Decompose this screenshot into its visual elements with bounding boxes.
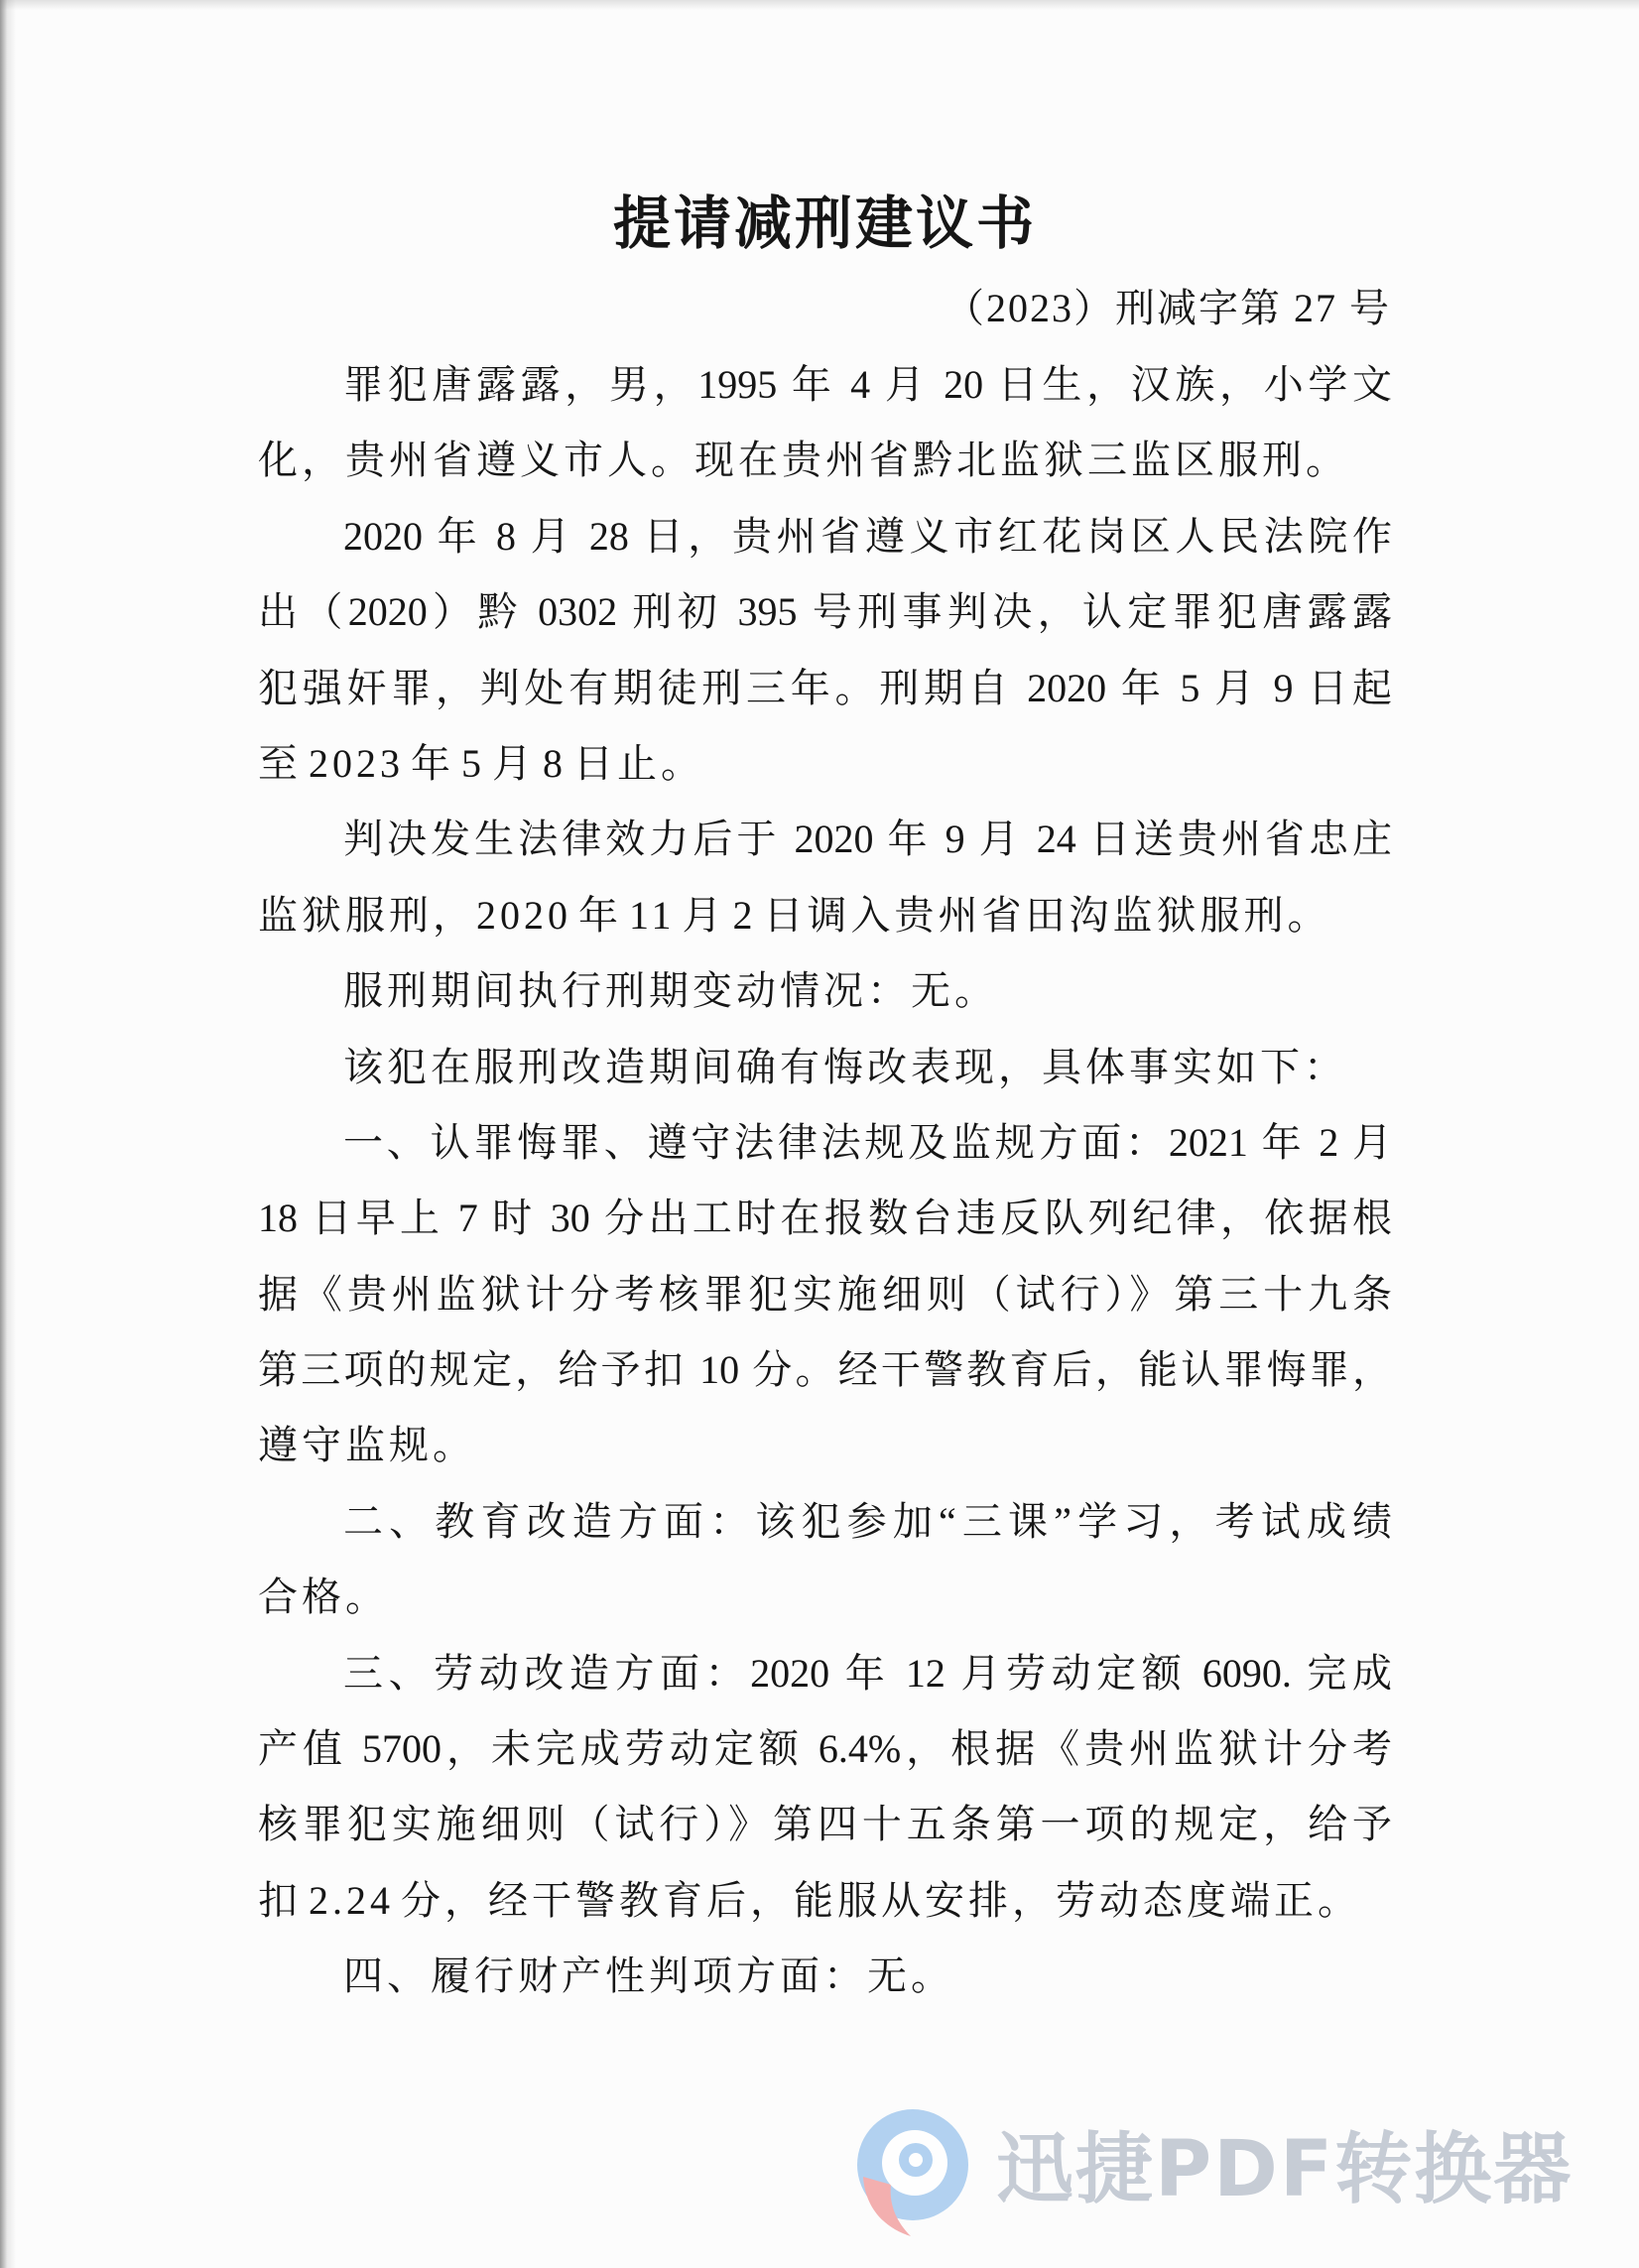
paragraph-line: 罪犯唐露露，男，1995 年 4 月 20 日生，汉族，小学文 bbox=[343, 362, 1392, 407]
paragraph-line: 二、教育改造方面：该犯参加“三课”学习，考试成绩 bbox=[343, 1498, 1392, 1544]
paragraph-line: 判决发生法律效力后于 2020 年 9 月 24 日送贵州省忠庄 bbox=[343, 817, 1392, 862]
watermark-text: 迅捷PDF转换器 bbox=[996, 2125, 1574, 2214]
paragraph-line: 据《贵州监狱计分考核罪犯实施细则（试行）》第三十九条 bbox=[258, 1271, 1392, 1317]
document-title: 提请减刑建议书 bbox=[612, 191, 1037, 256]
paragraph-line: 四、履行财产性判项方面：无。 bbox=[343, 1953, 954, 1999]
paragraph-line: 服刑期间执行刑期变动情况：无。 bbox=[343, 968, 998, 1014]
document-number: （2023）刑减字第 27 号 bbox=[945, 286, 1391, 330]
paragraph-line: 核罪犯实施细则（试行）》第四十五条第一项的规定，给予 bbox=[258, 1802, 1392, 1847]
paragraph-line: 扣 2.24 分，经干警教育后，能服从安排，劳动态度端正。 bbox=[258, 1877, 1361, 1923]
scan-top-shadow bbox=[0, 0, 1639, 10]
paragraph-transfer bbox=[258, 802, 1392, 953]
xunjie-pdf-logo-icon bbox=[851, 2103, 974, 2238]
paragraph-line: 监狱服刑，2020 年 11 月 2 日调入贵州省田沟监狱服刑。 bbox=[258, 892, 1331, 938]
paragraph-line: 18 日早上 7 时 30 分出工时在报数台违反队列纪律，依据根 bbox=[258, 1196, 1392, 1241]
paragraph-line: 一、认罪悔罪、遵守法律法规及监规方面：2021 年 2 月 bbox=[343, 1119, 1392, 1165]
paragraph-sentence-change bbox=[258, 953, 1392, 1029]
paragraph-basic-info bbox=[258, 347, 1392, 499]
paragraph-section-1-repentance bbox=[258, 1105, 1392, 1484]
paragraph-section-4-property bbox=[258, 1939, 1392, 2014]
paragraph-facts-intro bbox=[258, 1030, 1392, 1105]
document-body bbox=[258, 347, 1392, 2015]
paragraph-line: 第三项的规定，给予扣 10 分。经干警教育后，能认罪悔罪， bbox=[258, 1347, 1392, 1393]
paragraph-line: 产值 5700，未完成劳动定额 6.4%，根据《贵州监狱计分考 bbox=[258, 1726, 1392, 1772]
paragraph-section-3-labor bbox=[258, 1636, 1392, 1940]
paragraph-line: 化，贵州省遵义市人。现在贵州省黔北监狱三监区服刑。 bbox=[258, 438, 1349, 483]
paragraph-section-2-education bbox=[258, 1484, 1392, 1636]
paragraph-line: 该犯在服刑改造期间确有悔改表现，具体事实如下： bbox=[343, 1044, 1347, 1089]
paragraph-line: 出（2020）黔 0302 刑初 395 号刑事判决，认定罪犯唐露露 bbox=[258, 589, 1392, 635]
paragraph-line: 遵守监规。 bbox=[258, 1423, 476, 1468]
scan-edge-shadow bbox=[0, 0, 16, 2268]
paragraph-line: 三、劳动改造方面：2020 年 12 月劳动定额 6090. 完成 bbox=[343, 1650, 1392, 1696]
paragraph-line: 2020 年 8 月 28 日，贵州省遵义市红花岗区人民法院作 bbox=[343, 513, 1392, 559]
paragraph-line: 犯强奸罪，判处有期徒刑三年。刑期自 2020 年 5 月 9 日起 bbox=[258, 665, 1392, 710]
paragraph-line: 至 2023 年 5 月 8 日止。 bbox=[258, 740, 704, 786]
paragraph-judgment bbox=[258, 499, 1392, 803]
paragraph-line: 合格。 bbox=[258, 1575, 389, 1620]
